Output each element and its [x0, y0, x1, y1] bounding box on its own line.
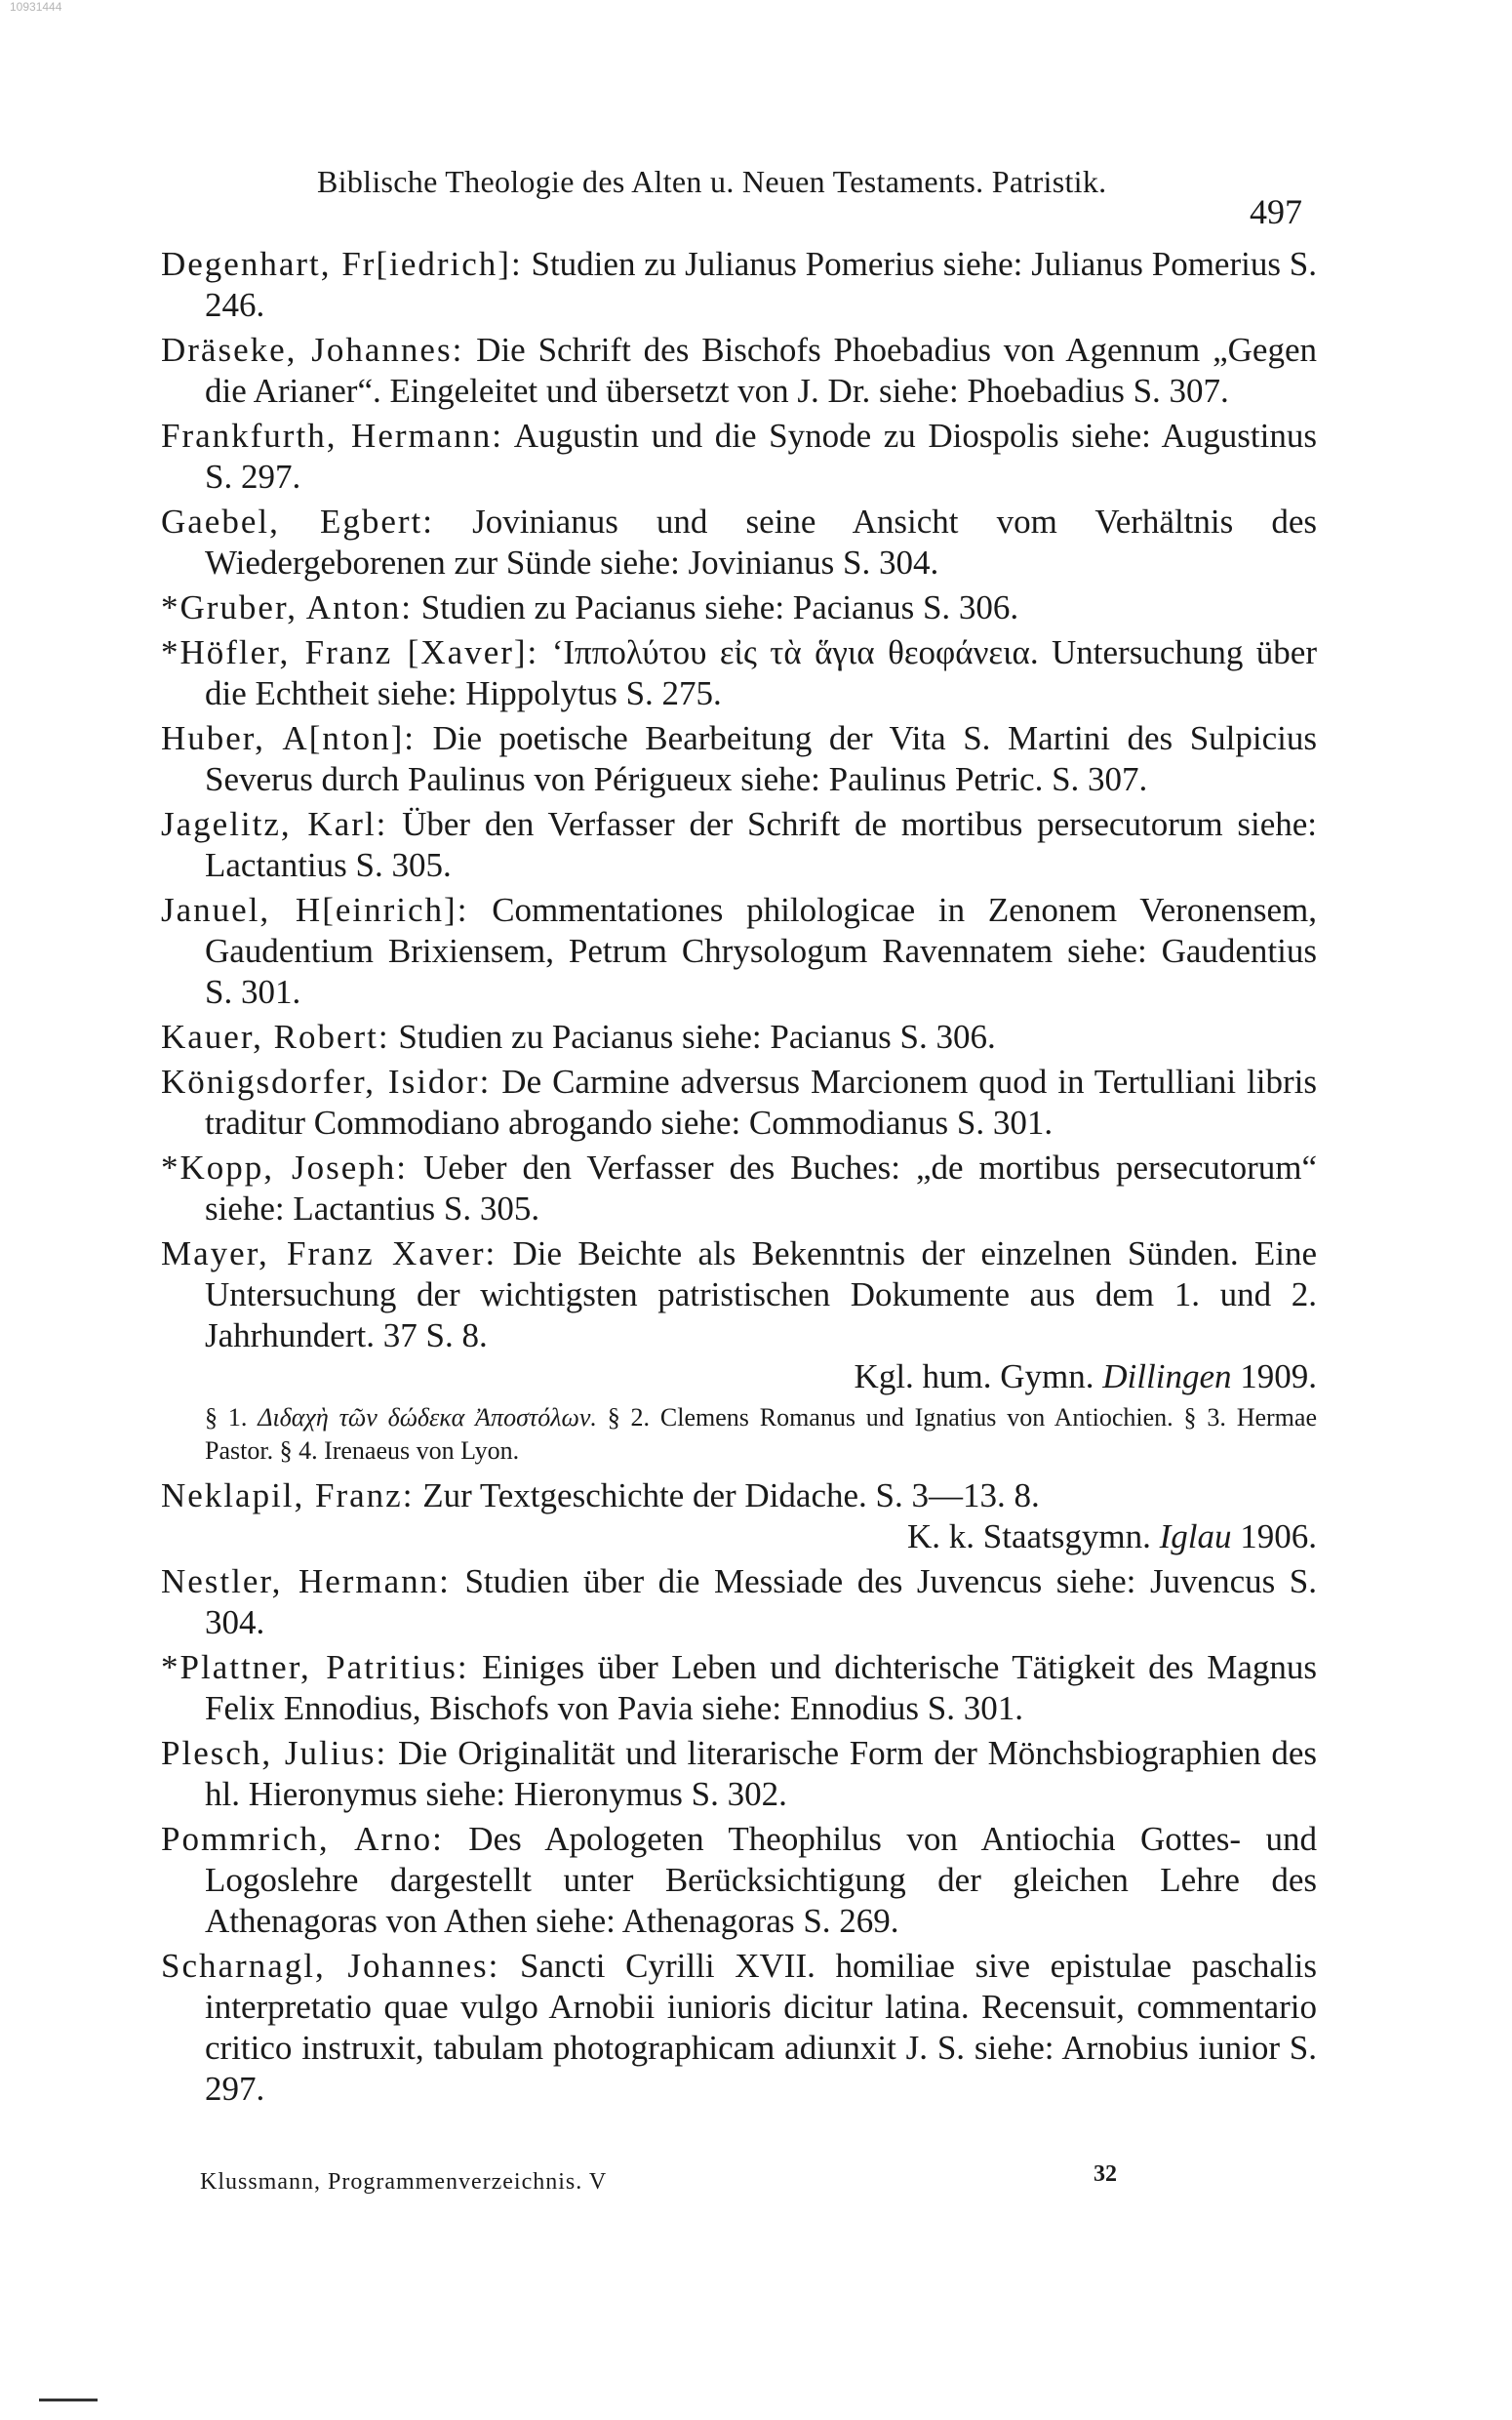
- entry-author: *Plattner, Patritius:: [161, 1648, 469, 1686]
- bibliography-entry: [161, 1946, 1317, 2110]
- entry-author: Scharnagl, Johannes:: [161, 1947, 500, 1985]
- entry-school: K. k. Staatsgymn.: [907, 1517, 1151, 1555]
- entry-author: Dräseke, Johannes:: [161, 331, 464, 369]
- entry-author: Januel, H[einrich]:: [161, 891, 469, 929]
- bibliography-entry: [161, 330, 1317, 412]
- footnote-part-1: § 1.: [205, 1403, 259, 1432]
- entry-text: Augustin und die Synode zu Diospolis siehe: Augustinus S. 297.: [205, 417, 1318, 496]
- bibliography-entry: [161, 502, 1317, 584]
- entry-author: Frankfurth, Hermann:: [161, 417, 504, 455]
- bibliography-entry: [161, 1819, 1317, 1942]
- entries-group-2: [161, 1475, 1317, 2110]
- entry-author: Degenhart, Fr[iedrich]:: [161, 245, 523, 283]
- entry-text: Die Beichte als Bekenntnis der einzelnen Sünden. Eine Untersuchung der wichtigsten patristischen Dokumente aus dem 1. und 2. Jahrhundert. 37 S. 8.: [205, 1234, 1317, 1354]
- entry-city: Iglau: [1159, 1517, 1232, 1555]
- entry-text: Jovinianus und seine Ansicht vom Verhältnis des Wiedergeborenen zur Sünde siehe: Jovinianus S. 304.: [205, 503, 1317, 582]
- entry-text: ‘Ιππολύτου εἰς τὰ ἅγια θεοφάνεια. Untersuchung über die Echtheit siehe: Hippolytus S. 275.: [205, 633, 1317, 712]
- entry-text: Ueber den Verfasser des Buches: „de mortibus persecutorum“ siehe: Lactantius S. 305.: [205, 1149, 1317, 1228]
- entry-author: Mayer, Franz Xaver:: [161, 1234, 497, 1272]
- entry-text: Studien zu Julianus Pomerius siehe: Julianus Pomerius S. 246.: [205, 245, 1318, 324]
- entry-year: 1906.: [1240, 1517, 1317, 1555]
- entry-text: Commentationes philologicae in Zenonem Veronensem, Gaudentium Brixiensem, Petrum Chrysologum Ravennatem siehe: Gaudentius S. 301.: [205, 891, 1317, 1011]
- entry-text: Studien zu Pacianus siehe: Pacianus S. 306.: [413, 588, 1019, 626]
- entry-text: Über den Verfasser der Schrift de mortibus persecutorum siehe: Lactantius S. 305.: [205, 805, 1317, 884]
- bibliography-entry: [161, 1148, 1317, 1230]
- bibliography-entry: [161, 632, 1317, 714]
- entry-author: Nestler, Hermann:: [161, 1562, 451, 1600]
- entry-text: Des Apologeten Theophilus von Antiochia Gottes- und Logoslehre dargestellt unter Berücksichtigung der gleichen Lehre des Athenagoras von Athen siehe: Athenagoras S. 269.: [205, 1820, 1317, 1940]
- page-footer: [200, 2161, 1117, 2200]
- bibliography-entry: [161, 1017, 1317, 1058]
- bibliography-list: [161, 244, 1317, 2114]
- page-number: 497: [1250, 192, 1302, 231]
- bibliography-entry: [161, 890, 1317, 1013]
- section-footnote: [161, 1401, 1317, 1468]
- entry-text: Die Schrift des Bischofs Phoebadius von Agennum „Gegen die Arianer“. Eingeleitet und übersetzt von J. Dr. siehe: Phoebadius S. 307.: [205, 331, 1317, 410]
- entry-school-line: [205, 1356, 1317, 1397]
- bibliography-entry: [161, 416, 1317, 498]
- bibliography-entry: [161, 587, 1317, 628]
- running-title: Biblische Theologie des Alten u. Neuen Testaments. Patristik.: [317, 164, 1107, 199]
- entry-text: Die Originalität und literarische Form der Mönchsbiographien des hl. Hieronymus siehe: Hieronymus S. 302.: [205, 1734, 1317, 1813]
- bibliography-entry: [161, 1062, 1317, 1144]
- entry-author: Plesch, Julius:: [161, 1734, 388, 1772]
- entry-school-line: [205, 1516, 1317, 1557]
- running-head: [317, 164, 1302, 231]
- scan-id: 10931444: [10, 0, 62, 14]
- bibliography-entry: [161, 1561, 1317, 1643]
- entry-school: Kgl. hum. Gymn.: [854, 1357, 1094, 1395]
- entry-text: Einiges über Leben und dichterische Tätigkeit des Magnus Felix Ennodius, Bischofs von Pavia siehe: Ennodius S. 301.: [205, 1648, 1318, 1727]
- entry-author: Jagelitz, Karl:: [161, 805, 388, 843]
- entry-author: *Höfler, Franz [Xaver]:: [161, 633, 539, 671]
- bibliography-entry: [161, 1475, 1317, 1557]
- bibliography-entry: [161, 804, 1317, 886]
- entry-author: Gaebel, Egbert:: [161, 503, 434, 541]
- entry-text: Sancti Cyrilli XVII. homiliae sive epistulae paschalis interpretatio quae vulgo Arnobii iunioris dicitur latina. Recensuit, commentario critico instruxit, tabulam photographicam adiunxit J. S. siehe: Arnobius iunior S. 297.: [205, 1947, 1317, 2108]
- bottom-rule: [39, 2399, 98, 2401]
- entry-year: 1909.: [1240, 1357, 1317, 1395]
- bibliography-entry: [161, 244, 1317, 326]
- entry-author: Pommrich, Arno:: [161, 1820, 444, 1858]
- bibliography-entry: [161, 718, 1317, 800]
- footnote-part-2: § 2. Clemens Romanus und Ignatius von Antiochien. § 3. Hermae Pastor. § 4. Irenaeus von Lyon.: [205, 1403, 1317, 1465]
- footnote-greek-title: Διδαχὴ τῶν δώδεκα Ἀποστόλων.: [258, 1403, 597, 1432]
- entry-city: Dillingen: [1102, 1357, 1232, 1395]
- bibliography-entry: [161, 1647, 1317, 1729]
- entry-text: Die poetische Bearbeitung der Vita S. Martini des Sulpicius Severus durch Paulinus von Périgueux siehe: Paulinus Petric. S. 307.: [205, 719, 1317, 798]
- entry-author: Kauer, Robert:: [161, 1018, 390, 1056]
- footer-author-line: Klussmann, Programmenverzeichnis. V: [200, 2169, 608, 2195]
- entry-author: Königsdorfer, Isidor:: [161, 1063, 492, 1101]
- entry-author: Neklapil, Franz:: [161, 1476, 415, 1514]
- entry-text: De Carmine adversus Marcionem quod in Tertulliani libris traditur Commodiano abrogando siehe: Commodianus S. 301.: [205, 1063, 1317, 1142]
- bibliography-entry: [161, 1733, 1317, 1815]
- entry-author: *Kopp, Joseph:: [161, 1149, 409, 1187]
- entry-author: *Gruber, Anton:: [161, 588, 414, 626]
- entry-text: Studien zu Pacianus siehe: Pacianus S. 306.: [389, 1018, 996, 1056]
- bibliography-entry: [161, 1233, 1317, 1397]
- entry-author: Huber, A[nton]:: [161, 719, 416, 757]
- printer-signature: 32: [1094, 2161, 1117, 2187]
- entries-group-1: [161, 244, 1317, 1397]
- entry-text: Zur Textgeschichte der Didache. S. 3—13. 8.: [414, 1476, 1040, 1514]
- entry-text: Studien über die Messiade des Juvencus siehe: Juvencus S. 304.: [205, 1562, 1318, 1641]
